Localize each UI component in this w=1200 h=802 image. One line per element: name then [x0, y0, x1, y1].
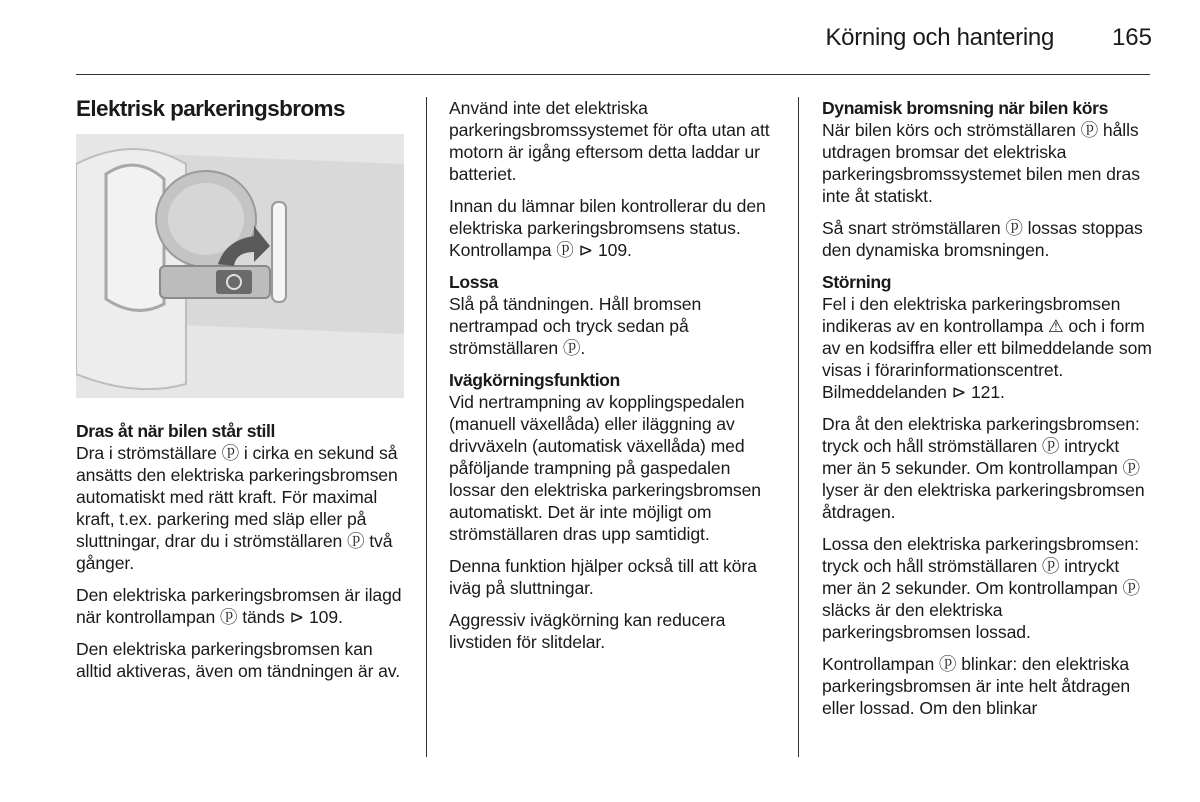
parking-brake-illustration [76, 134, 404, 398]
paragraph: Den elektriska parkeringsbromsen är ilagd när kontrollampan ⓟ tänds ⊳ 109. [76, 585, 402, 627]
paragraph: Använd inte det elektriska parkeringsbromssystemet för ofta utan att motorn är igång eftersom detta laddar ur batteriet. [449, 98, 770, 184]
column-2 [449, 97, 781, 663]
paragraph: Denna funktion hjälper också till att köra iväg på sluttningar. [449, 556, 757, 598]
paragraph: Innan du lämnar bilen kontrollerar du den elektriska parkeringsbromsens status. Kontrollampa ⓟ ⊳ 109. [449, 196, 766, 260]
subhead-fault: Störning [822, 272, 892, 292]
subhead-dynamic-braking: Dynamisk bromsning när bilen körs [822, 98, 1108, 118]
column-divider-2 [798, 97, 799, 757]
paragraph: Kontrollampan ⓟ blinkar: den elektriska parkeringsbromsen är inte helt åtdragen eller lossad. Om den blinkar [822, 654, 1131, 718]
column-1 [76, 95, 408, 123]
parking-brake-switch-icon [76, 134, 404, 398]
column-divider-1 [426, 97, 427, 757]
paragraph: Aggressiv ivägkörning kan reducera livstiden för slitdelar. [449, 610, 726, 652]
paragraph: Dra åt den elektriska parkeringsbromsen: tryck och håll strömställaren ⓟ intryckt mer än 5 sekunder. Om kontrollampan ⓟ lyser är den elektriska parkeringsbromsen åtdragen. [822, 414, 1145, 522]
paragraph: Slå på tändningen. Håll bromsen nertrampad och tryck sedan på strömställaren ⓟ. [449, 294, 702, 358]
section-title: Elektrisk parkeringsbroms [76, 96, 345, 121]
page-number: 165 [1111, 24, 1152, 51]
column-1-body [76, 420, 408, 692]
paragraph: Fel i den elektriska parkeringsbromsen indikeras av en kontrollampa ⚠ och i form av en kodsiffra eller ett bilmeddelande som visas i förarinformationscentret. Bilmeddelanden ⊳ 121. [822, 294, 1152, 402]
paragraph: Den elektriska parkeringsbromsen kan alltid aktiveras, även om tändningen är av. [76, 639, 400, 681]
paragraph: Vid nertrampning av kopplingspedalen (manuell växellåda) eller iläggning av drivväxeln (automatisk växellåda) med påföljande trampning på gaspedalen lossar den elektriska parkeringsbromsen automatiskt. Det är inte möjligt om strömställaren dras upp samtidigt. [449, 392, 761, 544]
subhead-release: Lossa [449, 272, 498, 292]
header-rule [76, 74, 1150, 75]
chapter-title: Körning och hantering [825, 24, 1054, 51]
subhead-apply: Dras åt när bilen står still [76, 421, 276, 441]
paragraph: Så snart strömställaren ⓟ lossas stoppas den dynamiska bromsningen. [822, 218, 1143, 260]
paragraph: Lossa den elektriska parkeringsbromsen: tryck och håll strömställaren ⓟ intryckt mer än 2 sekunder. Om kontrollampan ⓟ släcks är den elektriska parkeringsbromsen lossad. [822, 534, 1141, 642]
column-3 [822, 97, 1152, 729]
paragraph: När bilen körs och strömställaren ⓟ hålls utdragen bromsar det elektriska parkeringsbromssystemet bilen men dras inte åt statiskt. [822, 120, 1140, 206]
subhead-drive-away: Ivägkörningsfunktion [449, 370, 620, 390]
paragraph: Dra i strömställare ⓟ i cirka en sekund så ansätts den elektriska parkeringsbromsen automatiskt med rätt kraft. För maximal kraft, t.ex. parkering med släp eller på sluttningar, drar du i strömställaren ⓟ två gånger. [76, 443, 398, 573]
